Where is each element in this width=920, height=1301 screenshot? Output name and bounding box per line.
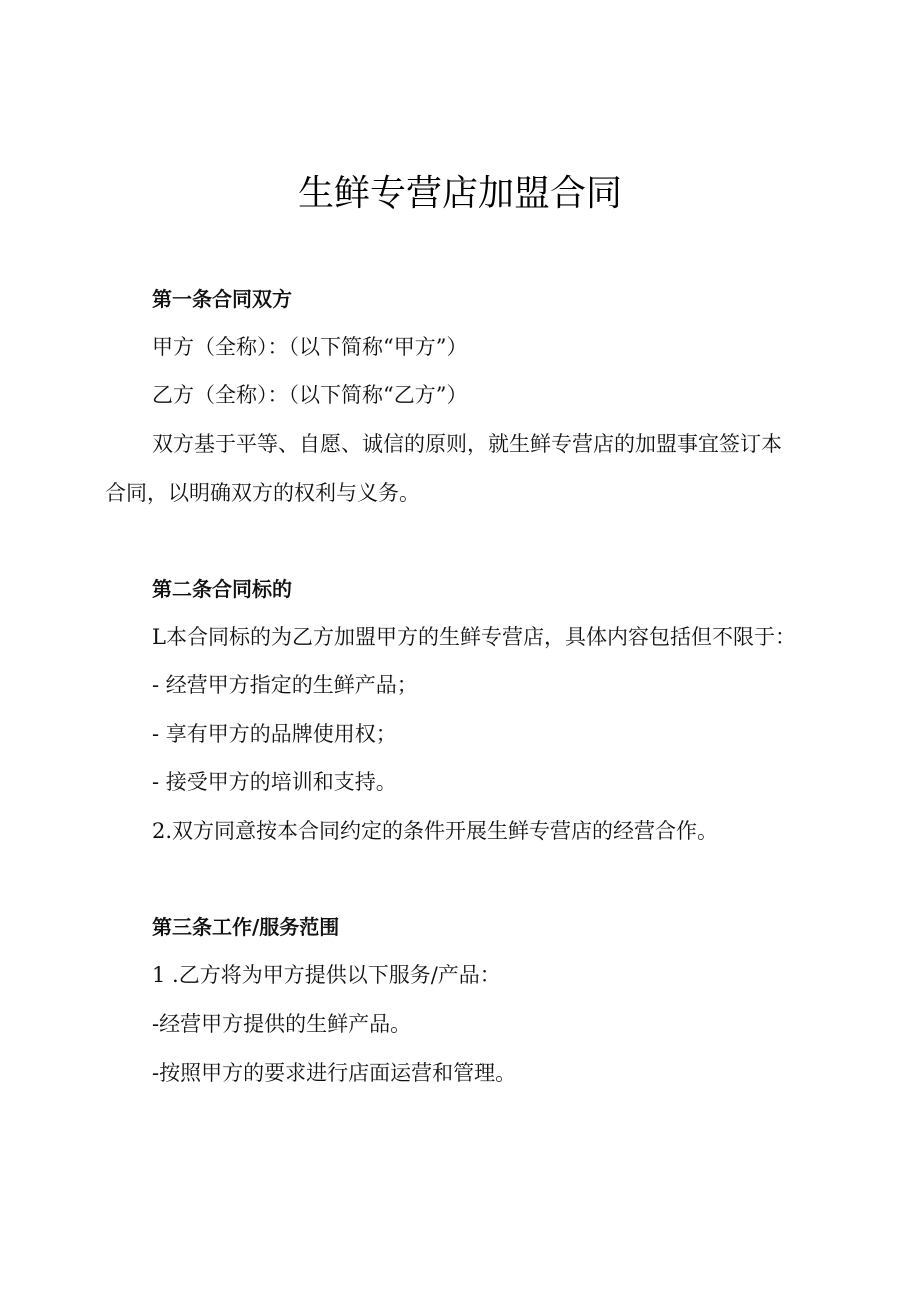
list-item: - 接受甲方的培训和支持。 — [152, 770, 397, 794]
list-item: -经营甲方提供的生鲜产品。 — [152, 1012, 412, 1036]
list-item: - 享有甲方的品牌使用权； — [152, 722, 397, 746]
paragraph-line: 1 .乙方将为甲方提供以下服务/产品： — [152, 963, 501, 987]
paragraph-line: 双方基于平等、自愿、诚信的原则，就生鲜专营店的加盟事宜签订本 — [152, 432, 782, 456]
section-heading: 第二条合同标的 — [152, 577, 292, 601]
document-title: 生鲜专营店加盟合同 — [297, 173, 622, 214]
list-item: - 经营甲方指定的生鲜产品； — [152, 673, 418, 697]
paragraph-line: L本合同标的为乙方加盟甲方的生鲜专营店，具体内容包括但不限于： — [152, 625, 796, 649]
section-heading: 第一条合同双方 — [152, 287, 292, 311]
list-item: -按照甲方的要求进行店面运营和管理。 — [152, 1061, 517, 1085]
section-heading: 第三条工作/服务范围 — [152, 915, 340, 939]
paragraph-line: 乙方（全称）：（以下简称“乙方”） — [152, 383, 468, 407]
paragraph-line: 甲方（全称）：（以下简称“甲方”） — [152, 335, 468, 359]
paragraph-line: 2.双方同意按本合同约定的条件开展生鲜专营店的经营合作。 — [152, 819, 719, 843]
paragraph-line: 合同，以明确双方的权利与义务。 — [105, 481, 420, 505]
